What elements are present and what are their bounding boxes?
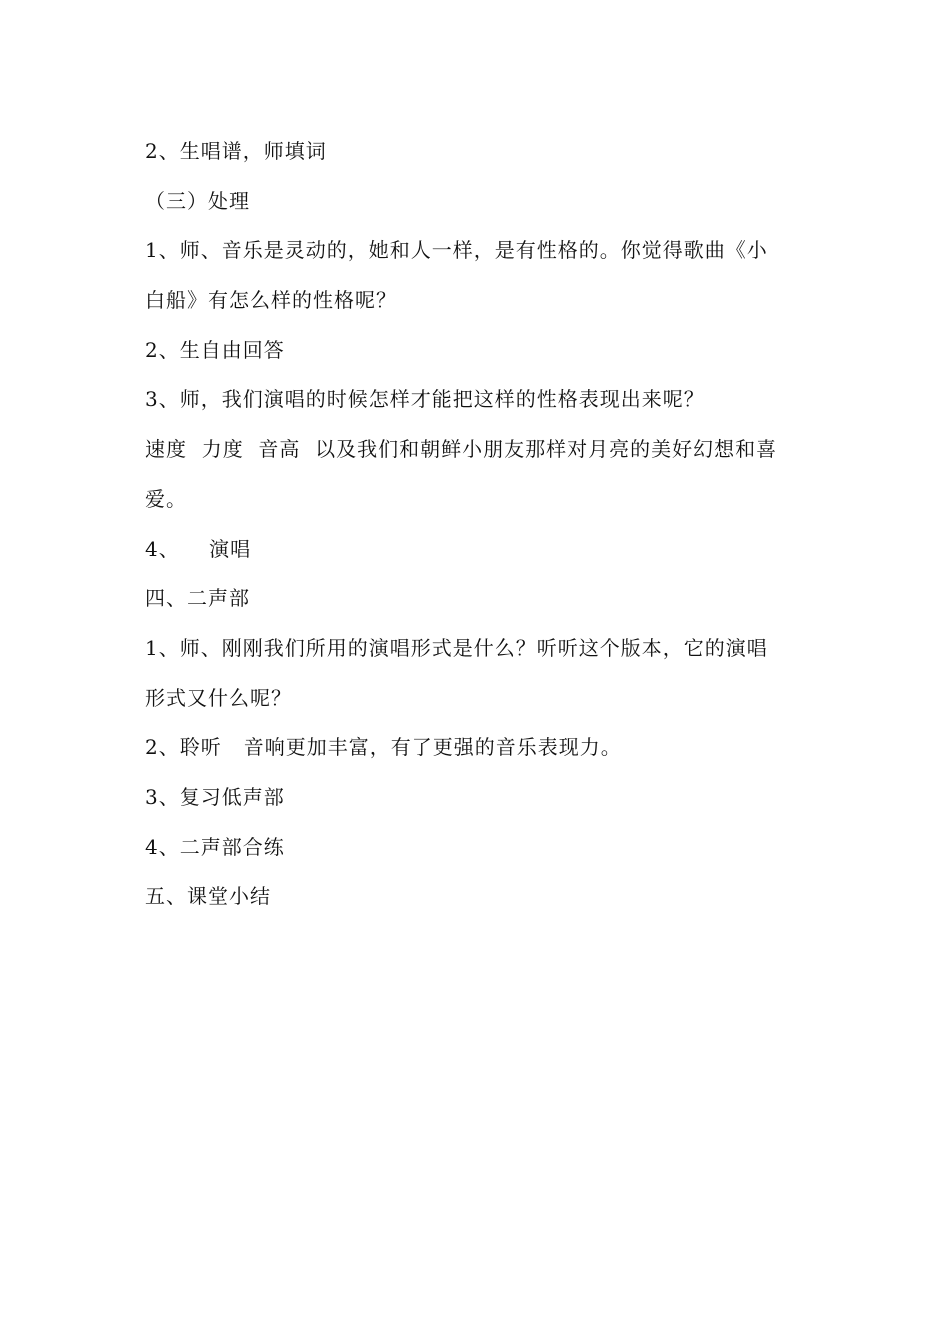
section-heading: （三）处理 <box>145 188 250 213</box>
text-line: 白船》有怎么样的性格呢？ <box>145 288 397 313</box>
text-line: 4、二声部合练 <box>145 834 285 859</box>
document-body <box>145 132 810 927</box>
text-line: 3、师，我们演唱的时候怎样才能把这样的性格表现出来呢？ <box>145 387 705 412</box>
section-heading: 四、二声部 <box>145 586 250 611</box>
text-line: 2、聆听 音响更加丰富，有了更强的音乐表现力。 <box>145 735 622 760</box>
section-heading: 五、课堂小结 <box>145 884 271 909</box>
text-line: 2、生自由回答 <box>145 337 285 362</box>
text-line: 4、 演唱 <box>145 536 252 561</box>
text-line: 2、生唱谱，师填词 <box>145 139 327 163</box>
text-line: 1、师、音乐是灵动的，她和人一样，是有性格的。你觉得歌曲《小 <box>145 238 768 263</box>
text-line: 爱。 <box>145 486 187 511</box>
text-line: 速度 力度 音高 以及我们和朝鲜小朋友那样对月亮的美好幻想和喜 <box>145 437 778 462</box>
text-line: 3、复习低声部 <box>145 784 285 809</box>
text-line: 形式又什么呢？ <box>145 685 292 710</box>
text-line: 1、师、刚刚我们所用的演唱形式是什么？听听这个版本，它的演唱 <box>145 635 768 660</box>
